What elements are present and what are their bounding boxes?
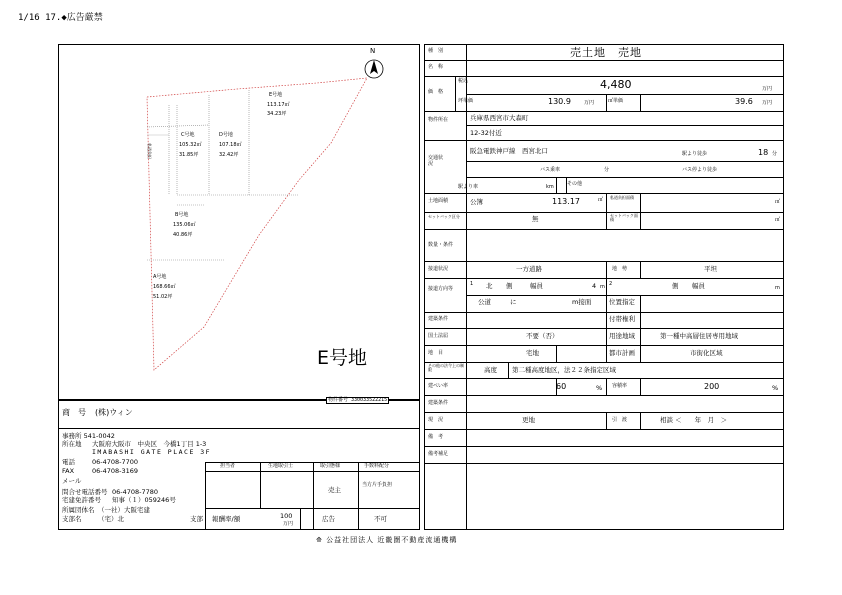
road1-width: 4 — [592, 282, 597, 290]
road1-side: 側 — [506, 282, 513, 290]
setback-area-label: セットバック面積 — [610, 213, 638, 223]
footer-org: ⟰ 公益社団法人 近畿圏不動産流通機構 — [316, 536, 458, 544]
m2-label: ㎡単価 — [608, 98, 624, 104]
conditions-label: 数量・条件 — [428, 242, 454, 248]
staff-header-3: 取引態様 — [320, 463, 341, 469]
road-label: 私道負担 — [147, 143, 152, 159]
lot-e-area: 113.17㎡ — [267, 102, 290, 108]
setback-label: セットバック区分 — [428, 214, 460, 219]
page-header: 1/16 17.◆広告厳禁 — [18, 13, 103, 23]
walk-label: 駅より徒歩 — [682, 151, 708, 157]
lot-b-area: 135.06㎡ — [173, 222, 196, 228]
price-label: 価 格 — [428, 89, 444, 95]
handover-label: 引 渡 — [612, 417, 628, 423]
road2-width-label: 幅員 — [692, 282, 705, 290]
address-line1: 大阪府大阪市 中央区 今橋1丁目 1-3 — [92, 440, 207, 448]
assoc: （一社）大阪宅建 — [98, 506, 150, 514]
lot-b-name: B号地 — [175, 212, 189, 218]
land-area-value: 113.17 — [552, 197, 580, 206]
staff-header-1: 担当者 — [220, 463, 236, 469]
lot-d-area: 107.18㎡ — [219, 142, 242, 148]
tel-label: 電話 — [62, 458, 75, 466]
fax: 06-4708-3169 — [92, 467, 139, 475]
location2: 12-32付近 — [470, 129, 502, 137]
org-logo-icon: ⟰ — [316, 536, 327, 544]
bus-stop-label: バス停より徒歩 — [682, 167, 718, 173]
staff-header-2: 生地取引士 — [268, 463, 294, 469]
fee-split: 当方片手負担 — [362, 482, 393, 488]
fax-label: FAX — [62, 467, 75, 475]
ad-label: 広告 — [322, 515, 335, 523]
mail-label: メール — [62, 477, 82, 485]
road1-contact: m接面 — [572, 298, 592, 306]
land-area-unit: ㎡ — [598, 197, 604, 203]
land-area-type: 公簿 — [470, 198, 483, 206]
reward-unit: 万円 — [283, 521, 294, 527]
bcr-unit: % — [596, 384, 603, 392]
far-label: 容積率 — [612, 383, 628, 389]
city-plan-label: 都市計画 — [609, 349, 635, 357]
road-dir-label: 接道方向等 — [428, 286, 454, 292]
compass-label: N — [370, 47, 376, 55]
deal-type: 売主 — [328, 486, 341, 494]
land-cat-label: 地 目 — [428, 350, 444, 356]
bcr-label: 建ぺい率 — [428, 383, 449, 389]
private-road-label: 私道負担面積 — [610, 195, 634, 200]
lot-c-tsubo: 31.85坪 — [179, 152, 199, 158]
lot-e-name: E号地 — [269, 92, 283, 98]
setback-area-unit: ㎡ — [775, 217, 781, 223]
branch-suffix: 支部 — [190, 515, 203, 523]
ad-value: 不可 — [374, 515, 387, 523]
lot-a-tsubo: 51.02坪 — [153, 294, 173, 300]
road1-width-label: 幅員 — [530, 282, 543, 290]
road1-no: 1 — [470, 281, 474, 287]
zoning-value: 第一種中高層住居専用地域 — [660, 332, 738, 340]
lot-d-name: D号地 — [219, 132, 233, 138]
from-station-label: 駅より車 — [458, 184, 479, 190]
other-label: その他 — [567, 181, 583, 187]
lot-e-tsubo: 34.23坪 — [267, 111, 287, 117]
tel[interactable]: 06-4708-7700 — [92, 458, 139, 466]
reward-value: 100 — [280, 512, 293, 520]
remarks2-label: 備考補足 — [428, 451, 449, 457]
name-label: 名 称 — [428, 64, 444, 70]
price-sub: 税込 — [458, 78, 469, 84]
price-unit: 万円 — [762, 86, 773, 92]
current-label: 現 況 — [428, 417, 444, 423]
road2-side: 側 — [672, 282, 679, 290]
build-cond-label: 建築条件 — [428, 400, 449, 406]
road1-unit: m — [600, 284, 605, 290]
inquiry-tel[interactable]: 06-4708-7780 — [112, 488, 159, 496]
trade-name: (株)ウィン — [95, 408, 133, 417]
km-unit: km — [546, 184, 554, 190]
city-plan-value: 市街化区域 — [690, 349, 723, 357]
type-value: 売土地 売地 — [570, 46, 642, 59]
road1-ni: に — [510, 298, 517, 306]
walk-unit: 分 — [772, 151, 778, 157]
lot-a-name: A号地 — [153, 274, 167, 280]
assoc-label: 所属団体名 — [62, 506, 95, 514]
other-law1: 高度 — [484, 366, 497, 374]
staff-header-4: 手数料配分 — [364, 463, 390, 469]
zoning-label: 用途地域 — [609, 332, 635, 340]
remarks-label: 備 考 — [428, 434, 444, 440]
postal: 事務所 541-0042 — [62, 432, 115, 440]
m2-value: 39.6 — [735, 97, 753, 106]
address-line2: IMABASHI GATE PLACE 3F — [92, 448, 212, 456]
private-road-unit: ㎡ — [775, 199, 781, 205]
trade-name-label: 商 号 — [62, 408, 86, 417]
traffic-label: 交通状況 — [428, 155, 444, 167]
branch-label: 支部名 — [62, 515, 82, 523]
land-cat-value: 宅地 — [526, 349, 539, 357]
road-status-label: 接道状況 — [428, 266, 449, 272]
national-label: 国土法届 — [428, 333, 449, 339]
national-value: 不要（否） — [526, 332, 559, 340]
road-status-value: 一方道路 — [516, 265, 542, 273]
license: 知事（１）059246号 — [112, 496, 176, 504]
lot-e-title: E号地 — [317, 347, 368, 369]
road2-unit: m — [775, 285, 780, 291]
m2-unit: 万円 — [762, 100, 773, 106]
reward-label: 報酬率/額 — [212, 515, 241, 523]
lot-d-tsubo: 32.42坪 — [219, 152, 239, 158]
license-label: 宅建免許番号 — [62, 496, 101, 504]
bus-label: バス乗車 — [540, 167, 561, 173]
lot-map — [59, 45, 419, 399]
type-label: 種 別 — [428, 48, 444, 54]
tsubo-label: 坪単価 — [458, 98, 474, 104]
attached-label: 付帯権利 — [609, 315, 635, 323]
far-unit: % — [772, 384, 779, 392]
lot-c-area: 105.32㎡ — [179, 142, 202, 148]
location-label: 物件所在 — [428, 117, 449, 123]
cert-number: 物件番号 330033522215 — [328, 397, 388, 403]
other-law-label: その他の法令上の制限 — [428, 363, 464, 373]
handover-value: 相談 ＜ 年 月 ＞ — [660, 416, 728, 424]
station: 阪急電鉄神戸線 西宮北口 — [470, 147, 548, 155]
terrain-value: 平坦 — [704, 265, 717, 273]
lot-c-name: C号地 — [181, 132, 195, 138]
road2-no: 2 — [609, 281, 613, 287]
price-value: 4,480 — [600, 78, 632, 91]
branch: （宅）北 — [98, 515, 124, 523]
land-area-label: 土地面積 — [428, 198, 449, 204]
road1-dir: 北 — [486, 282, 493, 290]
far-value: 200 — [704, 382, 720, 391]
lot-a-area: 168.66㎡ — [153, 284, 176, 290]
lot-b-tsubo: 40.86坪 — [173, 232, 193, 238]
address-label: 所在地 — [62, 440, 82, 448]
tsubo-unit: 万円 — [584, 100, 595, 106]
map-panel — [58, 44, 420, 400]
terrain-label: 地 勢 — [612, 266, 628, 272]
bcr-value: 60 — [556, 382, 567, 391]
price-cond-label: 建築条件 — [428, 316, 449, 322]
setback-value: 無 — [532, 215, 539, 223]
inquiry-label: 問合せ電話番号 — [62, 488, 108, 496]
current-value: 更地 — [522, 416, 535, 424]
tsubo-value: 130.9 — [548, 97, 571, 106]
road1-type: 公道 — [478, 298, 491, 306]
other-law2: 第二種高度地区，法２２条指定区域 — [512, 366, 616, 374]
bus-unit: 分 — [604, 167, 610, 173]
location1: 兵庫県西宮市大森町 — [470, 114, 529, 122]
position-label: 位置指定 — [609, 298, 635, 306]
walk-value: 18 — [758, 148, 769, 157]
